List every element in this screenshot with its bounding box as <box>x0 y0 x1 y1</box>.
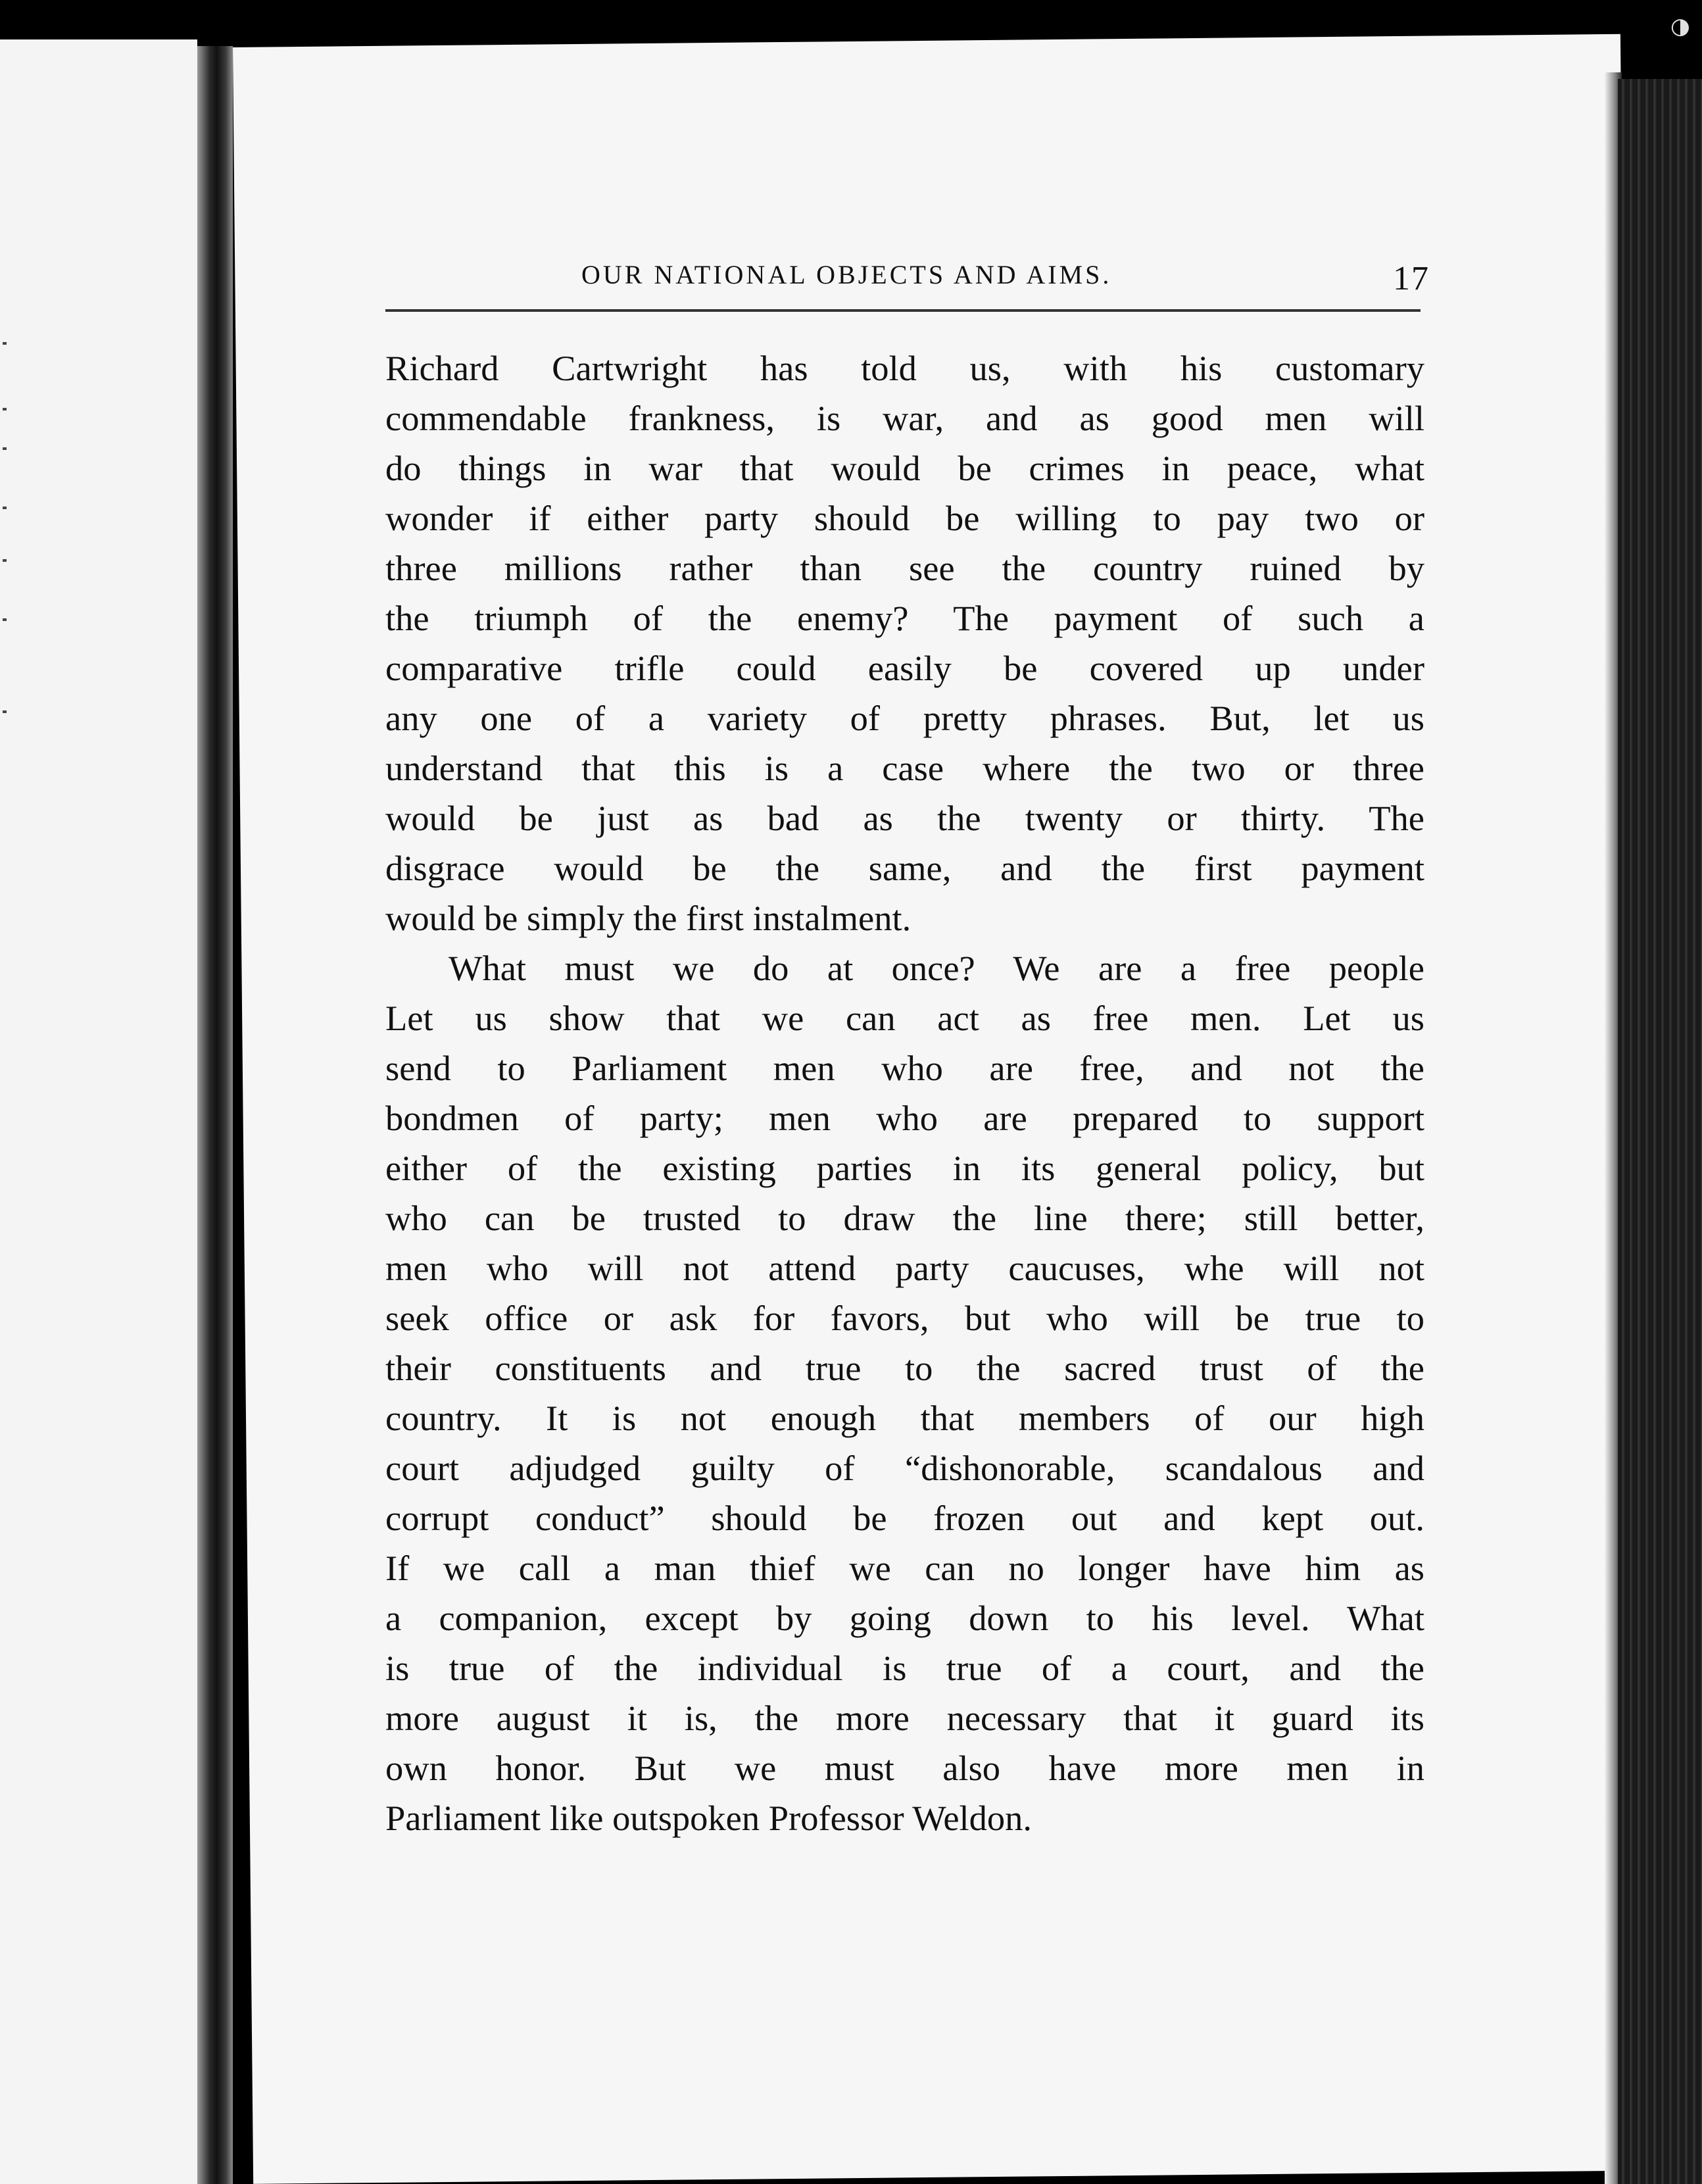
text-line: men who will not attend party caucuses, whe will not <box>385 1248 1424 1288</box>
text-line: a companion, except by going down to his level. What <box>385 1598 1424 1638</box>
text-line: own honor. But we must also have more men in <box>385 1748 1424 1788</box>
page-stack-edge <box>1618 79 1702 2184</box>
text-line: court adjudged guilty of “dishonorable, scandalous and <box>385 1448 1424 1488</box>
text-line: country. It is not enough that members of our high <box>385 1398 1424 1438</box>
text-line: disgrace would be the same, and the first payment <box>385 848 1424 888</box>
text-line: wonder if either party should be willing to pay two or <box>385 498 1424 538</box>
scan-corner-icon: ◑ <box>1670 13 1690 39</box>
text-line: is true of the individual is true of a court, and the <box>385 1648 1424 1688</box>
text-line: Let us show that we can act as free men. Let us <box>385 998 1424 1038</box>
text-line: the triumph of the enemy? The payment of such a <box>385 598 1424 638</box>
text-line: bondmen of party; men who are prepared to support <box>385 1098 1424 1138</box>
text-line: who can be trusted to draw the line there; still better, <box>385 1198 1424 1238</box>
text-line: comparative trifle could easily be covered up under <box>385 648 1424 688</box>
body-text <box>385 343 1424 1843</box>
text-line: more august it is, the more necessary that it guard its <box>385 1698 1424 1738</box>
text-line: understand that this is a case where the two or three <box>385 748 1424 788</box>
paragraph-1 <box>385 343 1424 943</box>
text-line: any one of a variety of pretty phrases. But, let us <box>385 698 1424 738</box>
paragraph-2 <box>385 943 1424 1843</box>
text-line: do things in war that would be crimes in peace, what <box>385 448 1424 488</box>
text-line: What must we do at once? We are a free people <box>449 948 1424 988</box>
running-head-title: OUR NATIONAL OBJECTS AND AIMS. <box>581 260 1112 289</box>
header-rule <box>385 309 1421 312</box>
page-number: 17 <box>1393 260 1430 297</box>
running-head <box>384 259 1430 299</box>
text-line: seek office or ask for favors, but who will be true to <box>385 1298 1424 1338</box>
text-line: either of the existing parties in its general policy, but <box>385 1148 1424 1188</box>
text-line: Parliament like outspoken Professor Weldon. <box>385 1798 1033 1838</box>
text-line: Richard Cartwright has told us, with his customary <box>385 348 1424 388</box>
margin-marks <box>0 342 13 737</box>
text-line: send to Parliament men who are free, and not the <box>385 1048 1424 1088</box>
previous-page-edge <box>0 39 197 2184</box>
text-line: their constituents and true to the sacred trust of the <box>385 1348 1424 1388</box>
text-line: would be just as bad as the twenty or thirty. The <box>385 798 1424 838</box>
text-line: If we call a man thief we can no longer have him as <box>385 1548 1424 1588</box>
text-line: three millions rather than see the country ruined by <box>385 548 1424 588</box>
text-line: would be simply the first instalment. <box>385 898 912 938</box>
text-line: corrupt conduct” should be frozen out and kept out. <box>385 1498 1424 1538</box>
text-line: commendable frankness, is war, and as good men will <box>385 398 1424 438</box>
book-gutter <box>197 46 233 2184</box>
